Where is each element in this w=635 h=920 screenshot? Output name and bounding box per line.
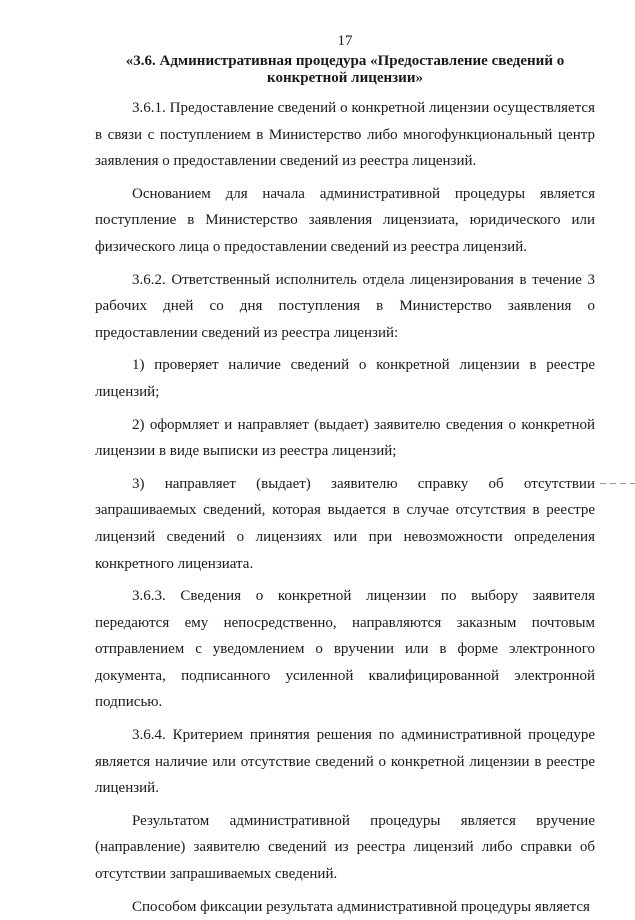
paragraph: 3.6.4. Критерием принятия решения по административной процедуре является наличие или отсутствие сведений о конкретной лицензии в реестре лицензий. bbox=[95, 727, 595, 797]
document-page bbox=[95, 30, 595, 920]
paragraph: Основанием для начала административной процедуры является поступление в Министерство заявления лицензиата, юридического или физического лица о предоставлении сведений из реестра лицензий. bbox=[95, 185, 595, 255]
paragraph: Результатом административной процедуры является вручение (направление) заявителю сведений из реестра лицензий либо справки об отсутствии запрашиваемых сведений. bbox=[95, 812, 595, 883]
paragraph: Способом фиксации результата административной процедуры является bbox=[132, 898, 590, 915]
paragraph: 3.6.1. Предоставление сведений о конкретной лицензии осуществляется в связи с поступлением в Министерство либо многофункциональный центр заявления о предоставлении сведений из реестра лицензий. bbox=[95, 100, 595, 170]
paragraph: 3.6.2. Ответственный исполнитель отдела лицензирования в течение 3 рабочих дней со дня поступления в Министерство заявления о предоставлении сведений из реестра лицензий: bbox=[95, 271, 595, 341]
paragraph: 2) оформляет и направляет (выдает) заявителю сведения о конкретной лицензии в виде выписки из реестра лицензий; bbox=[95, 416, 595, 460]
paragraph: 1) проверяет наличие сведений о конкретной лицензии в реестре лицензий; bbox=[95, 357, 595, 400]
scan-artifact-mark bbox=[600, 483, 635, 484]
paragraph: 3.6.3. Сведения о конкретной лицензии по выбору заявителя передаются ему непосредственно, направляются заказным почтовым отправлением с уведомлением о вручении или в форме электронного документа, подписанного усиленной квалифицированной электронной подписью. bbox=[95, 588, 595, 711]
paragraph: 3) направляет (выдает) заявителю справку об отсутствии запрашиваемых сведений, которая выдается в случае отсутствия в реестре лицензий сведений о лицензиях или при невозможности определения конкретного лицензиата. bbox=[95, 475, 595, 572]
page-number: 17 bbox=[337, 33, 353, 49]
document-body bbox=[95, 95, 595, 920]
section-heading: «3.6. Административная процедура «Предоставление сведений о конкретной лицензии» bbox=[125, 53, 565, 86]
